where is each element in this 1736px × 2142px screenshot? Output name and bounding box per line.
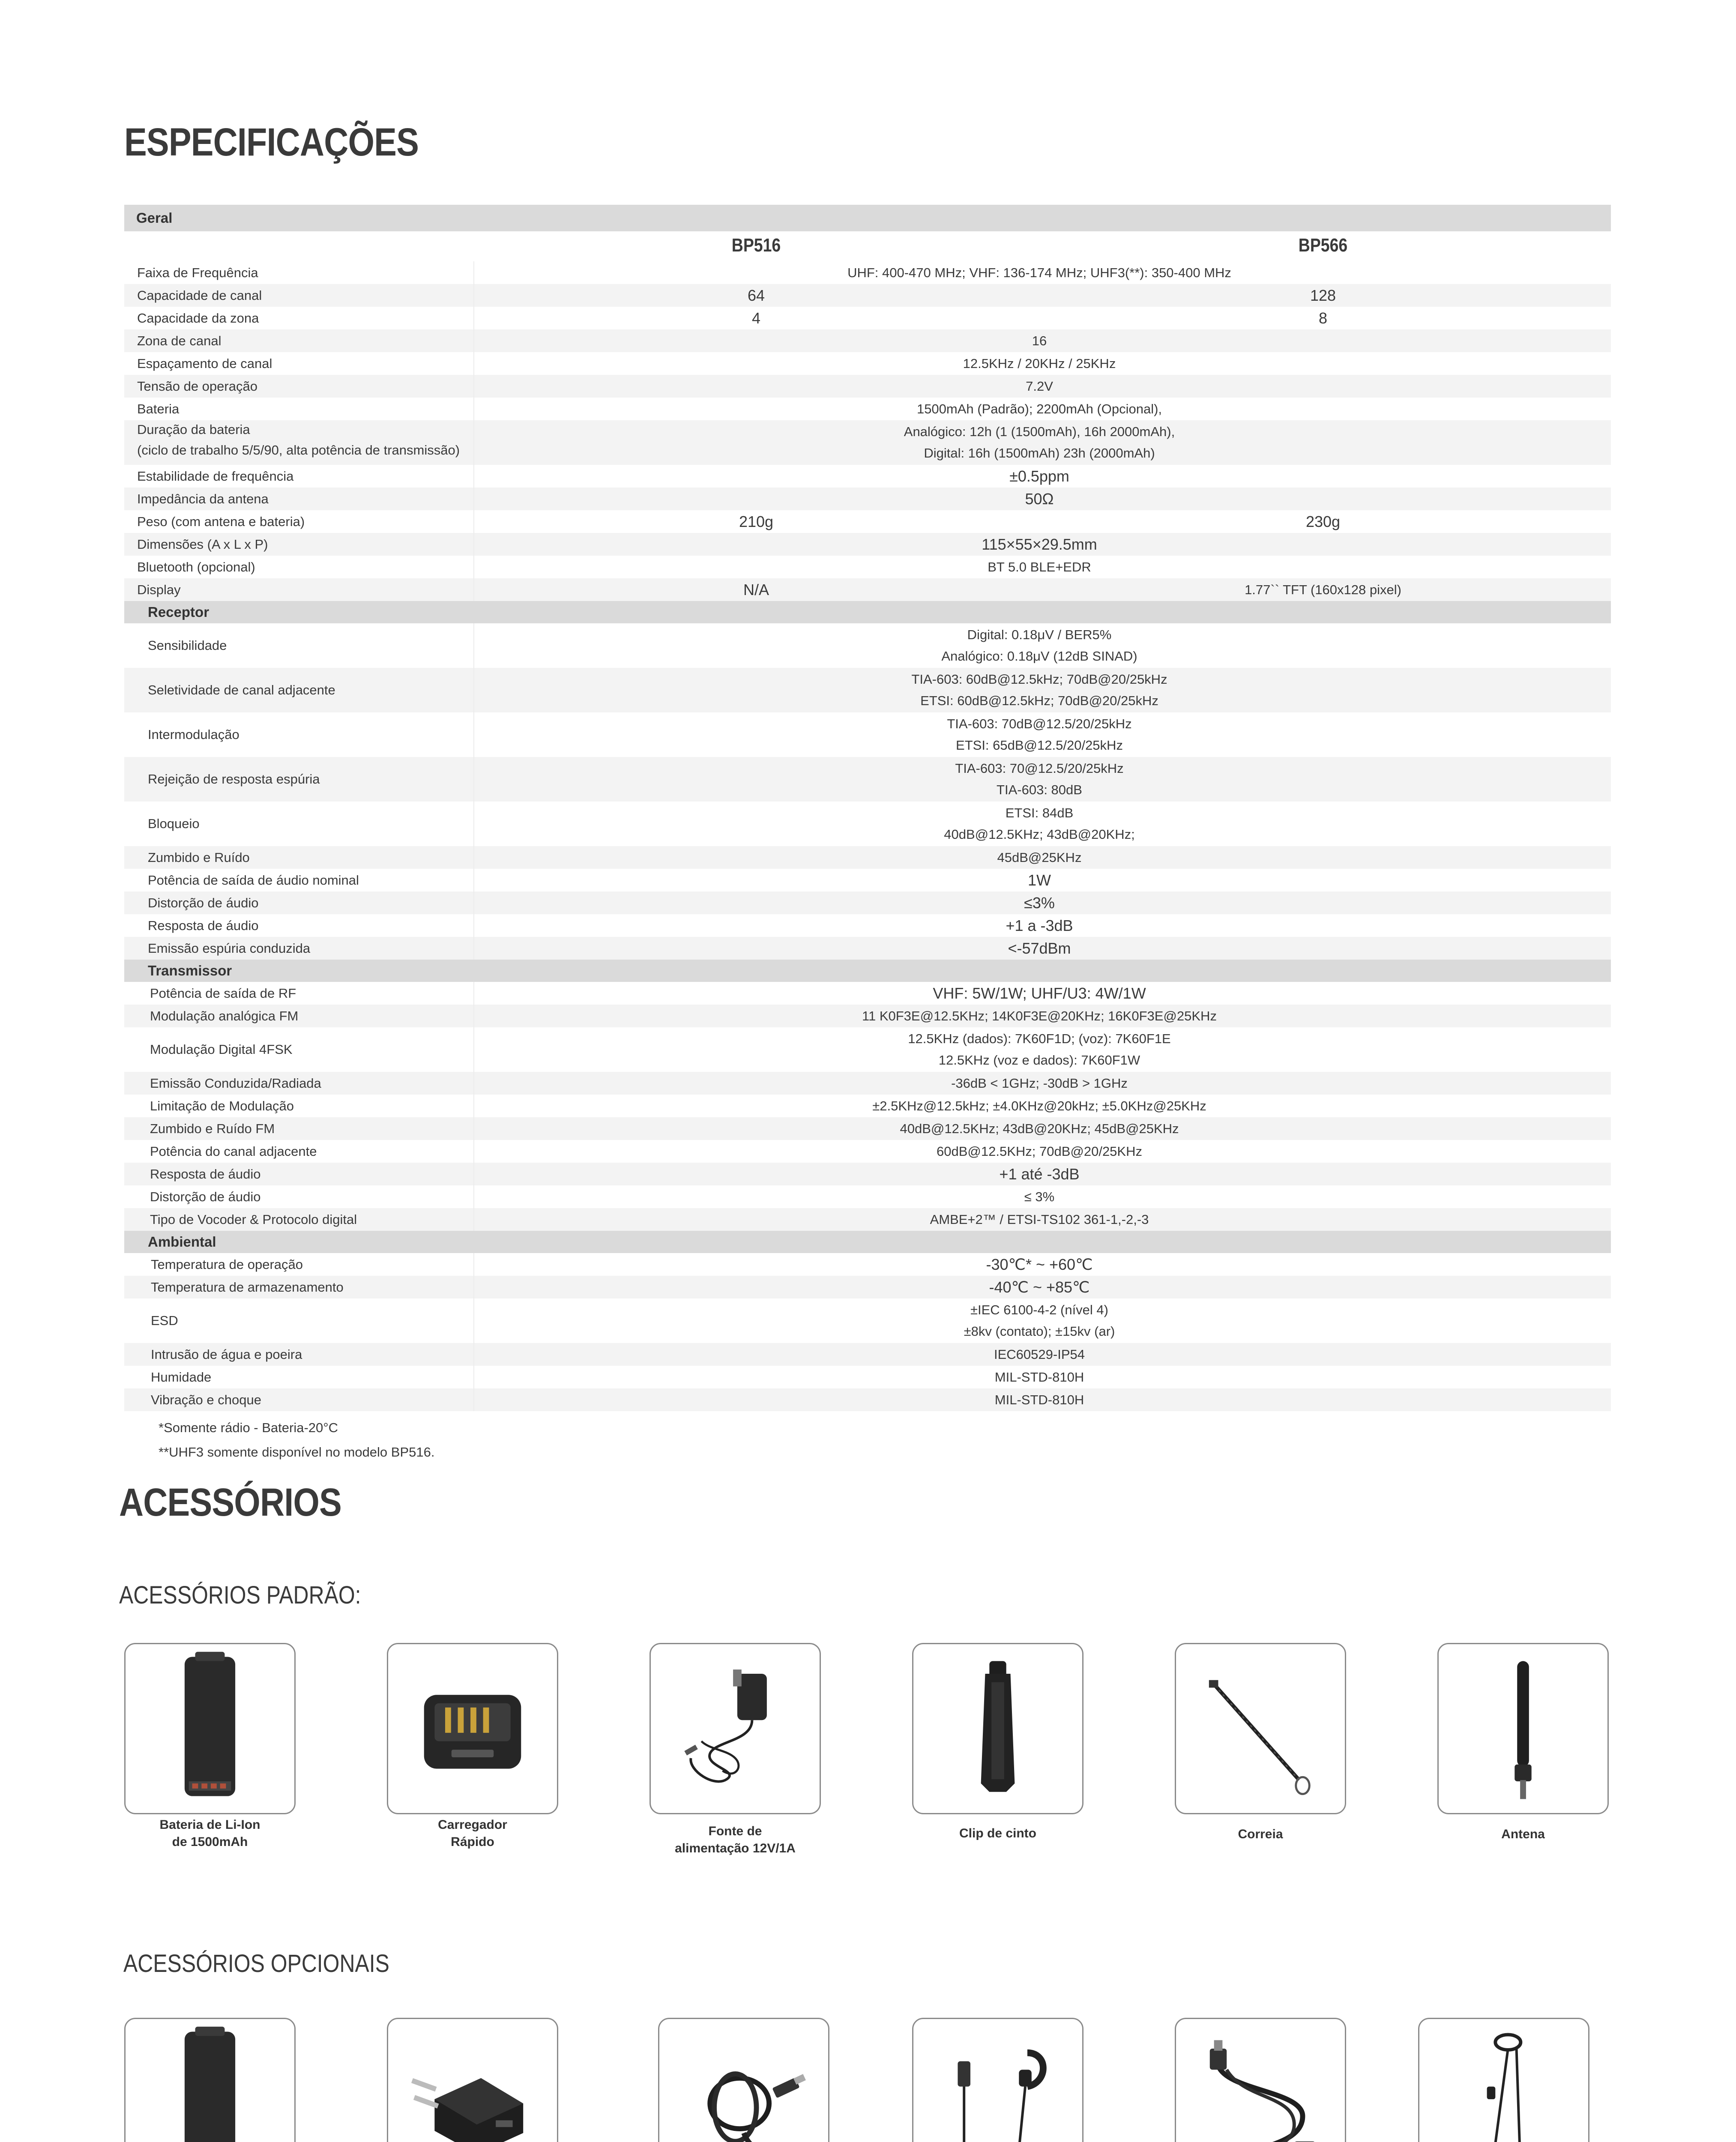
spec-row [124,846,1611,869]
column-divider [473,465,474,488]
column-divider [473,1208,474,1231]
earpiece-c-icon [913,2019,1082,2142]
spec-value: -36dB < 1GHz; -30dB > 1GHz [951,1076,1128,1091]
accessory-label: Carregador Rápido [438,1818,507,1849]
spec-value: TIA-603: 60dB@12.5kHz; 70dB@20/25kHz [911,672,1167,687]
spec-row [124,1005,1611,1027]
spec-row [124,488,1611,510]
spec-label: Zona de canal [137,333,221,348]
column-divider [473,712,474,757]
accessory-image [1175,2018,1346,2142]
spec-value: ±IEC 6100-4-2 (nível 4) [970,1302,1108,1317]
spec-value: BP566 [1298,235,1348,256]
accessory-image [912,1643,1084,1814]
spec-label: Impedância da antena [137,491,269,506]
spec-label: Temperatura de armazenamento [151,1279,344,1295]
column-divider [473,556,474,578]
column-divider [473,352,474,375]
spec-label: Modulação Digital 4FSK [150,1042,293,1057]
spec-value: IEC60529-IP54 [994,1347,1085,1362]
spec-value: +1 até -3dB [999,1165,1080,1183]
spec-value: 115×55×29.5mm [982,536,1097,553]
spec-label: ESD [151,1313,178,1328]
spec-row [124,329,1611,352]
section-header-transmissor [124,960,1611,982]
spec-label: Bluetooth (opcional) [137,559,255,574]
battery-icon [126,2019,294,2142]
column-divider [473,1027,474,1072]
spec-label: Estabilidade de frequência [137,468,294,484]
accessory-image [1437,1643,1609,1814]
column-divider [473,1163,474,1185]
column-header-row [124,231,1611,261]
spec-row [124,398,1611,420]
spec-row [124,1117,1611,1140]
spec-label: Display [137,582,181,597]
spec-value: ±8kv (contato); ±15kv (ar) [964,1324,1115,1339]
section-label: Geral [136,210,173,226]
spec-label: Bloqueio [148,816,200,831]
accessory-image [387,2018,558,2142]
earpiece-d-icon [1419,2019,1588,2142]
spec-label: Resposta de áudio [148,918,259,933]
column-divider [473,329,474,352]
spec-label: Humidade [151,1369,212,1385]
spec-value: +1 a -3dB [1006,917,1073,934]
spec-row [124,1343,1611,1366]
spec-value: 45dB@25KHz [997,850,1082,865]
spec-value: 7.2V [1026,379,1053,394]
spec-row [124,757,1611,802]
spec-label: Intrusão de água e poeira [151,1346,302,1362]
spec-value: 64 [747,287,765,304]
accessory-image [1175,1643,1346,1814]
belt-clip-icon [913,1644,1082,1813]
accessory-image [1418,2018,1589,2142]
spec-label: Zumbido e Ruído FM [150,1121,275,1136]
spec-value: BP516 [731,235,781,256]
spec-label: Rejeição de resposta espúria [148,772,320,787]
spec-label: Zumbido e Ruído [148,850,250,865]
spec-row [124,307,1611,329]
spec-label: Faixa de Frequência [137,265,258,280]
spec-row [124,1095,1611,1117]
spec-value: ≤3% [1024,894,1055,912]
column-divider [473,1072,474,1095]
accessory-label: Clip de cinto [959,1826,1036,1840]
spec-label: Bateria [137,401,180,416]
accessory-image [658,2018,829,2142]
spec-row [124,375,1611,398]
spec-value: N/A [743,581,769,598]
column-divider [473,668,474,712]
antenna-icon [1439,1644,1607,1813]
spec-value: Analógico: 12h (1 (1500mAh), 16h 2000mAh), [904,424,1175,439]
column-divider [473,261,474,284]
spec-label: Capacidade da zona [137,310,259,326]
spec-value: ≤ 3% [1024,1189,1055,1204]
spec-value: 12.5KHz (voz e dados): 7K60F1W [938,1053,1140,1068]
spec-value: 4 [751,309,761,327]
spec-row [124,1208,1611,1231]
spec-value: 40dB@12.5KHz; 43dB@20KHz; 45dB@25KHz [900,1121,1179,1136]
accessory-image [124,1643,296,1814]
accessory-image [912,2018,1084,2142]
column-divider [473,757,474,802]
spec-row [124,668,1611,712]
spec-row [124,1366,1611,1388]
spec-value: 40dB@12.5KHz; 43dB@20KHz; [944,827,1135,842]
accessory-label: Fonte de alimentação 12V/1A [675,1824,796,1855]
spec-row [124,261,1611,284]
column-divider [473,802,474,846]
spec-value: 210g [739,513,774,530]
spec-row [124,802,1611,846]
spec-value: ETSI: 65dB@12.5/20/25kHz [956,738,1123,753]
spec-row [124,1140,1611,1163]
column-divider [473,1253,474,1276]
spec-label: Tensão de operação [137,378,257,394]
spec-value: TIA-603: 80dB [997,782,1082,797]
spec-row [124,556,1611,578]
section-header-receptor [124,601,1611,623]
accessory-label: Bateria de Li-Ion de 1500mAh [159,1818,260,1849]
spec-label: Potência do canal adjacente [150,1143,317,1159]
spec-label: Modulação analógica FM [150,1008,299,1023]
spec-label: Sensibilidade [148,638,227,653]
spec-value: ETSI: 84dB [1005,805,1074,820]
spec-row [124,533,1611,556]
spec-value: <-57dBm [1008,939,1071,957]
section-label: Receptor [148,604,210,620]
column-divider [473,1366,474,1388]
column-divider [473,623,474,668]
spec-row [124,284,1611,307]
column-divider [473,1005,474,1027]
column-divider [473,1276,474,1298]
spec-label-detail: (ciclo de trabalho 5/5/90, alta potência de transmissão) [137,443,460,458]
spec-row [124,352,1611,375]
spec-label: Temperatura de operação [151,1256,303,1272]
spec-label: Emissão Conduzida/Radiada [150,1075,321,1091]
spec-title: ESPECIFICAÇÕES [124,120,419,164]
spec-label: Capacidade de canal [137,287,262,303]
spec-row [124,510,1611,533]
footnote: *Somente rádio - Bateria-20°C [159,1420,338,1435]
spec-row [124,420,1611,465]
spec-row [124,1072,1611,1095]
column-divider [473,846,474,869]
spec-row [124,1298,1611,1343]
spec-row [124,914,1611,937]
power-adapter-icon [651,1644,820,1813]
spec-label: Espaçamento de canal [137,356,272,371]
spec-value: TIA-603: 70@12.5/20/25kHz [955,761,1124,776]
spec-value: BT 5.0 BLE+EDR [988,559,1091,574]
spec-value: UHF: 400-470 MHz; VHF: 136-174 MHz; UHF3(**): 350-400 MHz [847,265,1231,280]
spec-value: 1500mAh (Padrão); 2200mAh (Opcional), [916,401,1162,416]
column-divider [473,1095,474,1117]
section-header-ambiental [124,1231,1611,1253]
spec-row [124,1253,1611,1276]
spec-row [124,982,1611,1005]
spec-label: Potência de saída de áudio nominal [148,872,359,888]
spec-row [124,869,1611,892]
section-label: Ambiental [148,1234,216,1250]
section-label: Transmissor [148,963,232,978]
column-divider [473,533,474,556]
spec-label: Dimensões (A x L x P) [137,536,268,552]
column-divider [473,1185,474,1208]
spec-value: 11 K0F3E@12.5KHz; 14K0F3E@20KHz; 16K0F3E@25KHz [862,1008,1217,1023]
spec-row [124,1185,1611,1208]
spec-value: MIL-STD-810H [994,1392,1084,1407]
accessory-image [650,1643,821,1814]
spec-label: Tipo de Vocoder & Protocolo digital [150,1212,357,1227]
spec-table [124,205,1611,1411]
column-divider [473,892,474,914]
programming-cable-icon [1176,2019,1345,2142]
spec-row [124,1276,1611,1298]
spec-value: -40℃ ~ +85℃ [989,1278,1090,1296]
footnote: **UHF3 somente disponível no modelo BP516. [159,1445,435,1460]
spec-value: 16 [1032,333,1047,348]
spec-value: 230g [1305,513,1341,530]
spec-value: 12.5KHz / 20KHz / 25KHz [963,356,1116,371]
spec-row [124,465,1611,488]
column-divider [473,1117,474,1140]
spec-row [124,712,1611,757]
spec-value: ±2.5KHz@12.5kHz; ±4.0KHz@20kHz; ±5.0KHz@25KHz [872,1098,1206,1113]
accessory-label: Antena [1501,1827,1545,1841]
usb-adapter-icon [388,2019,557,2142]
spec-value: Digital: 16h (1500mAh) 23h (2000mAh) [924,446,1155,461]
column-divider [473,375,474,398]
spec-row [124,937,1611,960]
spec-value: -30℃* ~ +60℃ [986,1256,1093,1273]
column-divider [473,1388,474,1411]
column-divider [473,937,474,960]
spec-value: 50Ω [1025,490,1054,508]
spec-row [124,1163,1611,1185]
spec-row [124,892,1611,914]
column-divider [473,1343,474,1366]
spec-value: ±0.5ppm [1009,467,1069,485]
column-divider [473,420,474,465]
spec-label: Distorção de áudio [150,1189,261,1204]
accessory-label: Correia [1238,1827,1283,1841]
spec-label: Distorção de áudio [148,895,259,910]
spec-label: Duração da bateria [137,422,250,437]
strap-icon [1176,1644,1345,1813]
battery-icon [126,1644,294,1813]
spec-value: 60dB@12.5KHz; 70dB@20/25KHz [936,1144,1142,1159]
spec-value: 8 [1318,309,1328,327]
section-header-geral [124,205,1611,231]
accessory-image [387,1643,558,1814]
column-divider [473,1140,474,1163]
charger-icon [388,1644,557,1813]
accessory-image [124,2018,296,2142]
column-divider [473,488,474,510]
column-divider [473,914,474,937]
spec-value: MIL-STD-810H [994,1370,1084,1385]
spec-label: Peso (com antena e bateria) [137,514,305,529]
spec-row [124,623,1611,668]
spec-value: Analógico: 0.18μV (12dB SINAD) [941,649,1137,664]
spec-label: Vibração e choque [151,1392,261,1407]
spec-row [124,578,1611,601]
spec-label: Seletividade de canal adjacente [148,682,335,697]
spec-value: 1.77`` TFT (160x128 pixel) [1245,582,1401,597]
column-divider [473,1298,474,1343]
spec-value: ETSI: 60dB@12.5kHz; 70dB@20/25kHz [920,693,1158,708]
spec-label: Limitação de Modulação [150,1098,294,1113]
accessories-title: ACESSÓRIOS [119,1481,341,1524]
spec-value: 12.5KHz (dados): 7K60F1D; (voz): 7K60F1E [908,1031,1171,1046]
optional-accessories-title: ACESSÓRIOS OPCIONAIS [123,1950,389,1977]
column-divider [473,982,474,1005]
spec-value: AMBE+2™ / ETSI-TS102 361-1,-2,-3 [930,1212,1149,1227]
spec-row [124,1388,1611,1411]
spec-value: TIA-603: 70dB@12.5/20/25kHz [947,716,1132,731]
spec-value: Digital: 0.18μV / BER5% [967,627,1112,642]
column-divider [473,869,474,892]
spec-label: Resposta de áudio [150,1166,261,1182]
spec-value: 1W [1028,871,1051,889]
spec-label: Intermodulação [148,727,239,742]
spec-row [124,1027,1611,1072]
standard-accessories-title: ACESSÓRIOS PADRÃO: [119,1581,361,1609]
spec-label: Potência de saída de RF [150,985,296,1001]
spec-value: 128 [1310,287,1336,304]
column-divider [473,398,474,420]
spec-value: VHF: 5W/1W; UHF/U3: 4W/1W [933,984,1146,1002]
spec-label: Emissão espúria conduzida [148,940,311,956]
usb-cable-icon [659,2019,828,2142]
